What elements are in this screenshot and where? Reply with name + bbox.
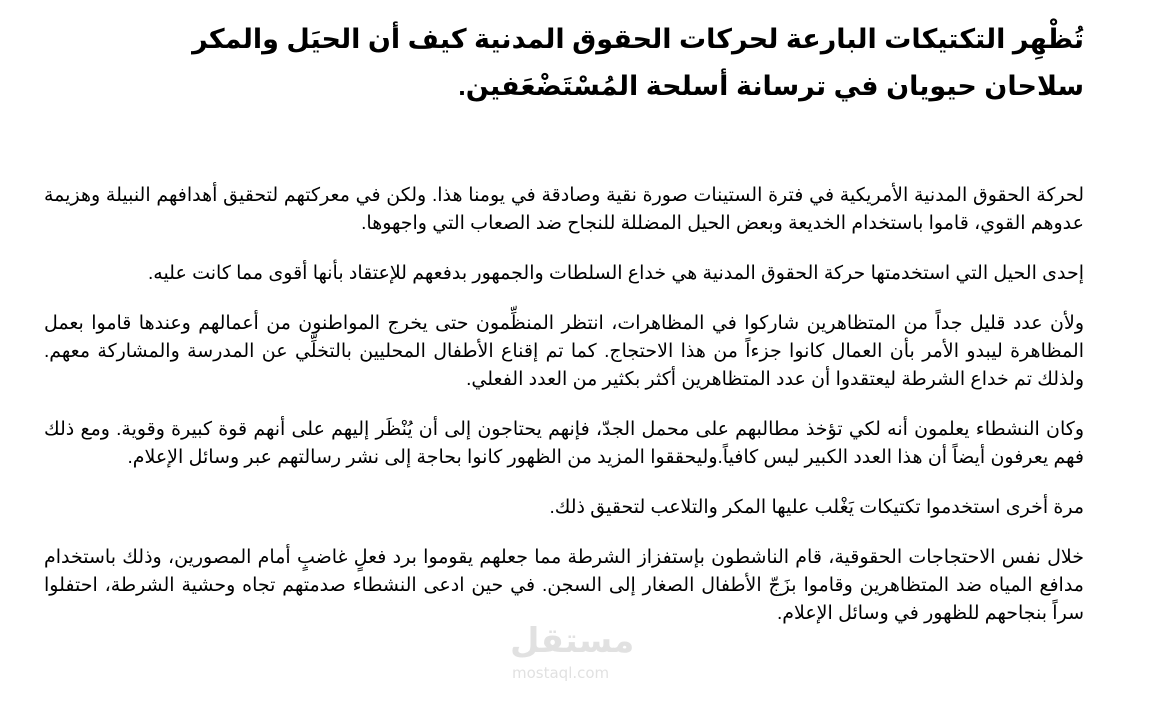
paragraph-5: مرة أخرى استخدموا تكتيكات يَغْلب عليها المكر والتلاعب لتحقيق ذلك. [549, 497, 1084, 518]
paragraph-4: وكان النشطاء يعلمون أنه لكي تؤخذ مطالبهم على محمل الجدّ، فإنهم يحتاجون إلى أن يُنْظَر إليهم على أنهم قوة كبيرة وقوية. ومع ذلك فهم يعرفون أيضاً أن هذا العدد الكبير ليس كافياً.وليحققوا المزيد من الظهور كانوا بحاجة إلى نشر رسالتهم عبر وسائل الإعلام. [44, 419, 1084, 468]
watermark-logo: مستقل [510, 621, 635, 661]
watermark-text: mostaql.com [512, 664, 610, 682]
paragraph-2: إحدى الحيل التي استخدمتها حركة الحقوق المدنية هي خداع السلطات والجمهور بدفعهم للإعتقاد بأنها أقوى مما كانت عليه. [147, 263, 1084, 284]
paragraph-3: ولأن عدد قليل جداً من المتظاهرين شاركوا في المظاهرات، انتظر المنظِّمون حتى يخرج المواطنون من أعمالهم وعندها قاموا بعمل المظاهرة ليبدو الأمر بأن العمال كانوا جزءاً من هذا الاحتجاج. كما تم إقناع الأطفال المحليين بالتخلِّي عن المدرسة والمشاركة معهم. ولذلك تم خداع الشرطة ليعتقدوا أن عدد المتظاهرين أكثر بكثير من العدد الفعلي. [44, 313, 1084, 390]
paragraph-1: لحركة الحقوق المدنية الأمريكية في فترة الستينات صورة نقية وصادقة في يومنا هذا. ولكن في معركتهم لتحقيق أهدافهم النبيلة وهزيمة عدوهم القوي، قاموا باستخدام الخديعة وبعض الحيل المضللة للنجاح ضد الصعاب التي واجهوها. [44, 185, 1084, 234]
paragraph-6: خلال نفس الاحتجاجات الحقوقية، قام الناشطون بإستفزاز الشرطة مما جعلهم يقوموا برد فعلٍ غاضبٍ أمام المصورين، وذلك باستخدام مدافع المياه ضد المتظاهرين وقاموا بزَجّ الأطفال الصغار إلى السجن. في حين ادعى النشطاء صدمتهم تجاه وحشية الشرطة، احتفلوا سراً بنجاحهم للظهور في وسائل الإعلام. [44, 547, 1084, 624]
document-title: تُظْهِر التكتيكات البارعة لحركات الحقوق المدنية كيف أن الحيَل والمكر سلاحان حيويان في ترسانة أسلحة المُسْتَضْعَفين. [192, 24, 1084, 101]
document-body [44, 182, 1084, 650]
